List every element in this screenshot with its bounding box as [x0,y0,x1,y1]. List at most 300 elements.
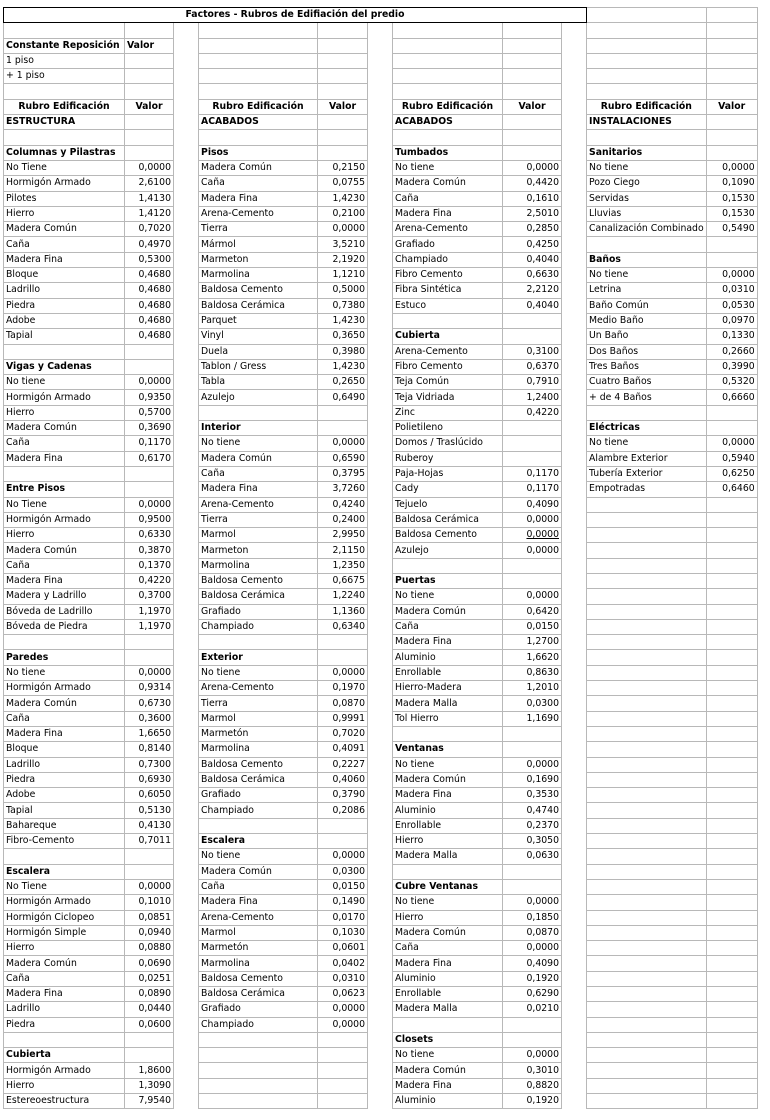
rubro-label: Madera Común [4,543,125,558]
empty-cell [125,466,174,481]
rubro-label: Madera Común [393,176,503,191]
rubro-label: Caña [4,971,125,986]
table-row [4,681,758,696]
empty-cell [587,681,707,696]
rubro-label: No tiene [199,665,318,680]
column-separator [368,757,393,772]
rubro-value: 0,3010 [503,1063,562,1078]
rubro-label: Hierro [4,206,125,221]
column-separator [368,237,393,252]
rubro-label: Dos Baños [587,344,707,359]
table-row [4,512,758,527]
empty-cell [587,772,707,787]
empty-cell [587,834,707,849]
rubro-label: Tablon / Gress [199,359,318,374]
rubro-value: 1,2350 [318,558,368,573]
empty-cell [503,436,562,451]
rubro-value: 0,1850 [503,910,562,925]
section-heading: Entre Pisos [4,482,125,497]
column-separator [562,1078,587,1093]
column-separator [368,665,393,680]
rubro-label: Cuatro Baños [587,375,707,390]
empty-cell [393,558,503,573]
rubro-label: No tiene [587,436,707,451]
empty-cell [706,910,757,925]
column-separator [368,191,393,206]
category-estructura: ESTRUCTURA [4,115,125,130]
column-separator [174,1032,199,1047]
rubro-label: Alambre Exterior [587,451,707,466]
rubro-label: Baldosa Cerámica [199,589,318,604]
table-row [4,497,758,512]
column-separator [562,895,587,910]
empty-cell [587,895,707,910]
rubro-label: Madera Común [393,1063,503,1078]
empty-cell [706,589,757,604]
constante-row [4,69,758,84]
rubro-label: Madera Común [4,696,125,711]
empty-cell [587,803,707,818]
rubro-value: 0,2086 [318,803,368,818]
column-separator [174,604,199,619]
rubro-value: 0,0000 [318,1017,368,1032]
table-row [4,176,758,191]
section-heading: Cubierta [4,1048,125,1063]
rubro-label: Enrollable [393,818,503,833]
column-separator [562,864,587,879]
rubro-value: 0,7020 [318,726,368,741]
rubro-label: Baldosa Cemento [199,971,318,986]
rubro-value: 0,3990 [706,359,757,374]
rubro-label: Madera Común [199,864,318,879]
column-separator [368,941,393,956]
column-separator [562,726,587,741]
empty-cell [125,1032,174,1047]
empty-cell [706,145,757,160]
rubro-value: 0,9314 [125,681,174,696]
rubro-label: Marmetón [199,941,318,956]
rubro-label: Tubería Exterior [587,466,707,481]
empty-cell [706,512,757,527]
rubro-label: Vinyl [199,329,318,344]
rubro-value: 0,3650 [318,329,368,344]
column-separator [368,160,393,175]
rubro-label: Ruberoy [393,451,503,466]
empty-cell [706,987,757,1002]
rubro-label: Bóveda de Ladrillo [4,604,125,619]
table-row [4,849,758,864]
column-separator [174,375,199,390]
empty-cell [587,528,707,543]
table-row [4,558,758,573]
empty-cell [199,1078,318,1093]
rubro-label: Tapial [4,329,125,344]
rubro-label: Enrollable [393,665,503,680]
column-separator [562,879,587,894]
rubro-value: 0,0000 [503,1048,562,1063]
column-separator [368,344,393,359]
empty-cell [706,1078,757,1093]
column-separator [174,925,199,940]
rubro-value: 0,1920 [503,971,562,986]
rubro-label: Baldosa Cemento [393,528,503,543]
rubro-label: Adobe [4,788,125,803]
column-separator [174,405,199,420]
rubro-value: 0,1330 [706,329,757,344]
column-separator [368,252,393,267]
table-row [4,757,758,772]
column-separator [368,1032,393,1047]
rubro-value: 0,6290 [503,987,562,1002]
rubro-label: Caña [199,466,318,481]
empty-cell [503,329,562,344]
rubro-value: 0,0890 [125,987,174,1002]
rubro-value: 0,3100 [503,344,562,359]
empty-cell [4,344,125,359]
rubro-label: Caña [393,941,503,956]
column-separator [174,313,199,328]
rubro-label: Madera Común [393,925,503,940]
rubro-value: 0,0310 [706,283,757,298]
empty-cell [199,818,318,833]
column-separator [368,1078,393,1093]
column-separator [368,803,393,818]
column-separator [368,329,393,344]
column-separator [562,268,587,283]
column-separator [562,191,587,206]
column-separator [562,1032,587,1047]
rubro-value: 7,9540 [125,1094,174,1109]
empty-cell [199,1048,318,1063]
empty-cell [318,1063,368,1078]
rubro-label: Hormigón Armado [4,895,125,910]
empty-cell [587,742,707,757]
table-row [4,726,758,741]
empty-cell [706,834,757,849]
column-separator [174,298,199,313]
empty-cell [125,849,174,864]
table-row [4,252,758,267]
rubro-value: 0,6460 [706,482,757,497]
column-separator [562,619,587,634]
table-row [4,375,758,390]
empty-cell [587,879,707,894]
rubro-label: Azulejo [393,543,503,558]
rubro-value: 0,0000 [503,512,562,527]
column-separator [368,268,393,283]
rubro-label: Tierra [199,222,318,237]
section-heading: Eléctricas [587,421,707,436]
rubro-value: 0,2370 [503,818,562,833]
rubro-value: 0,6490 [318,390,368,405]
empty-cell [318,1094,368,1109]
constante-label: 1 piso [4,53,125,68]
table-row [4,206,758,221]
rubro-value: 0,1370 [125,558,174,573]
empty-cell [125,344,174,359]
table-row [4,1063,758,1078]
rubro-label: Madera Común [4,421,125,436]
column-separator [562,925,587,940]
rubro-label: Madera Fina [4,726,125,741]
column-separator [562,589,587,604]
column-separator [174,176,199,191]
rubro-value: 0,4060 [318,772,368,787]
rubro-label: Bloque [4,268,125,283]
rubro-value: 0,0000 [503,160,562,175]
empty-cell [587,405,707,420]
table-row [4,1032,758,1047]
rubro-label: Champiado [199,803,318,818]
empty-cell [318,145,368,160]
column-separator [174,834,199,849]
rubro-label: Baldosa Cerámica [199,298,318,313]
column-separator [368,176,393,191]
section-heading: Columnas y Pilastras [4,145,125,160]
rubro-value: 0,3870 [125,543,174,558]
rubro-value: 0,0000 [318,849,368,864]
rubro-label: Tierra [199,696,318,711]
empty-cell [503,1032,562,1047]
column-separator [368,298,393,313]
empty-cell [706,711,757,726]
empty-cell [393,864,503,879]
rubro-label: Lluvias [587,206,707,221]
rubro-value: 0,0300 [318,864,368,879]
empty-cell [706,971,757,986]
column-separator [562,1048,587,1063]
rubro-label: Baldosa Cerámica [393,512,503,527]
constante-header-row [4,38,758,53]
column-separator [562,757,587,772]
column-separator [368,604,393,619]
column-separator [562,313,587,328]
rubro-value: 0,6930 [125,772,174,787]
rubro-label: Enrollable [393,987,503,1002]
column-separator [174,772,199,787]
rubro-value: 0,0310 [318,971,368,986]
rubro-value: 0,1170 [503,466,562,481]
empty-cell [587,665,707,680]
rubro-label: Hormigón Armado [4,1063,125,1078]
rubro-label: Caña [393,619,503,634]
empty-cell [706,573,757,588]
rubro-label: Champiado [199,619,318,634]
empty-cell [706,421,757,436]
table-row [4,619,758,634]
rubro-value: 0,0970 [706,313,757,328]
rubro-label: Madera Fina [4,987,125,1002]
rubro-value: 0,7910 [503,375,562,390]
rubro-label: Hormigón Armado [4,176,125,191]
column-separator [368,573,393,588]
rubro-label: Madera Fina [4,252,125,267]
empty-cell [706,543,757,558]
rubro-value: 0,1090 [706,176,757,191]
column-separator [562,222,587,237]
column-separator [562,421,587,436]
column-separator [174,222,199,237]
column-separator [368,543,393,558]
rubro-label: Baldosa Cemento [199,757,318,772]
rubro-value: 0,4130 [125,818,174,833]
column-separator [174,543,199,558]
table-row [4,390,758,405]
rubro-label: Marmolina [199,268,318,283]
rubro-value: 1,4230 [318,359,368,374]
rubro-value: 1,4130 [125,191,174,206]
rubro-label: No tiene [587,268,707,283]
rubro-value: 0,0000 [318,436,368,451]
empty-cell [199,1063,318,1078]
column-separator [174,650,199,665]
rubro-value: 0,0000 [503,757,562,772]
rubro-value: 0,5700 [125,405,174,420]
table-row [4,895,758,910]
rubro-label: Canalización Combinado [587,222,707,237]
rubro-value: 1,4120 [125,206,174,221]
rubro-value: 0,3700 [125,589,174,604]
rubro-label: Fibro-Cemento [4,834,125,849]
rubro-value: 0,0150 [318,879,368,894]
rubro-value: 1,2240 [318,589,368,604]
empty-cell [587,1032,707,1047]
table-row [4,742,758,757]
rubro-value: 0,1920 [503,1094,562,1109]
column-separator [562,206,587,221]
rubro-label: No Tiene [4,497,125,512]
rubro-value: 0,4680 [125,283,174,298]
valor-header: Valor [706,99,757,114]
rubro-label: Caña [4,558,125,573]
empty-cell [706,742,757,757]
rubro-label: Teja Común [393,375,503,390]
column-separator [562,681,587,696]
rubro-label: Baño Común [587,298,707,313]
empty-cell [587,237,707,252]
column-separator [174,941,199,956]
table-row [4,1094,758,1109]
section-heading: Interior [199,421,318,436]
column-separator [562,1063,587,1078]
rubro-value: 0,8140 [125,742,174,757]
rubro-value: 0,1970 [318,681,368,696]
rubro-value: 0,3790 [318,788,368,803]
column-separator [562,160,587,175]
column-separator [368,635,393,650]
empty-cell [706,558,757,573]
empty-cell [587,1002,707,1017]
rubro-label: Caña [4,711,125,726]
rubro-label: Bloque [4,742,125,757]
rubro-label: Hormigón Armado [4,512,125,527]
rubro-value: 0,0623 [318,987,368,1002]
section-heading: Baños [587,252,707,267]
rubro-value: 0,6660 [706,390,757,405]
column-separator [174,466,199,481]
column-separator [174,451,199,466]
rubro-value: 1,1970 [125,604,174,619]
rubro-label: Baldosa Cemento [199,283,318,298]
empty-cell [706,956,757,971]
column-separator [174,818,199,833]
table-row [4,987,758,1002]
table-row [4,818,758,833]
column-separator [174,711,199,726]
spacer-row [4,23,758,38]
column-separator [174,803,199,818]
rubro-value: 0,5300 [125,252,174,267]
table-row [4,696,758,711]
category-acabados: ACABADOS [393,115,503,130]
rubro-label: Caña [4,237,125,252]
rubro-label: Hierro [4,528,125,543]
empty-cell [587,1017,707,1032]
column-separator [368,879,393,894]
rubro-label: Arena-Cemento [199,681,318,696]
rubro-value: 0,0000 [706,436,757,451]
category-instalaciones: INSTALACIONES [587,115,707,130]
column-separator [174,421,199,436]
rubro-label: Tierra [199,512,318,527]
rubro-label: Teja Vidriada [393,390,503,405]
column-separator [562,1094,587,1109]
rubro-value: 0,2650 [318,375,368,390]
rubro-label: Empotradas [587,482,707,497]
rubro-value: 0,7300 [125,757,174,772]
column-separator [174,252,199,267]
rubro-header: Rubro Edificación [393,99,503,114]
table-row [4,451,758,466]
rubro-label: Tabla [199,375,318,390]
rubro-label: Caña [199,879,318,894]
rubro-value: 0,0000 [706,268,757,283]
rubro-label: Pozo Ciego [587,176,707,191]
empty-cell [125,650,174,665]
rubro-value: 1,1970 [125,619,174,634]
rubro-value: 0,0870 [318,696,368,711]
table-row [4,283,758,298]
empty-cell [125,145,174,160]
rubro-label: No tiene [199,436,318,451]
rubro-value: 0,0600 [125,1017,174,1032]
rubro-value: 0,4420 [503,176,562,191]
empty-cell [587,558,707,573]
column-separator [562,390,587,405]
rubro-label: Marmolina [199,558,318,573]
column-separator [562,329,587,344]
rubro-label: No tiene [587,160,707,175]
rubro-value: 0,6330 [125,528,174,543]
rubro-label: Fibro Cemento [393,268,503,283]
column-separator [562,665,587,680]
column-separator [562,604,587,619]
rubro-value: 0,0000 [125,375,174,390]
rubro-value: 0,2150 [318,160,368,175]
empty-cell [318,834,368,849]
column-separator [174,1048,199,1063]
empty-cell [706,726,757,741]
rubro-value: 0,0000 [503,895,562,910]
table-row [4,834,758,849]
column-separator [174,910,199,925]
empty-cell [587,1048,707,1063]
empty-cell [706,849,757,864]
rubro-value: 0,3795 [318,466,368,481]
empty-cell [503,145,562,160]
empty-cell [318,635,368,650]
column-separator [174,329,199,344]
